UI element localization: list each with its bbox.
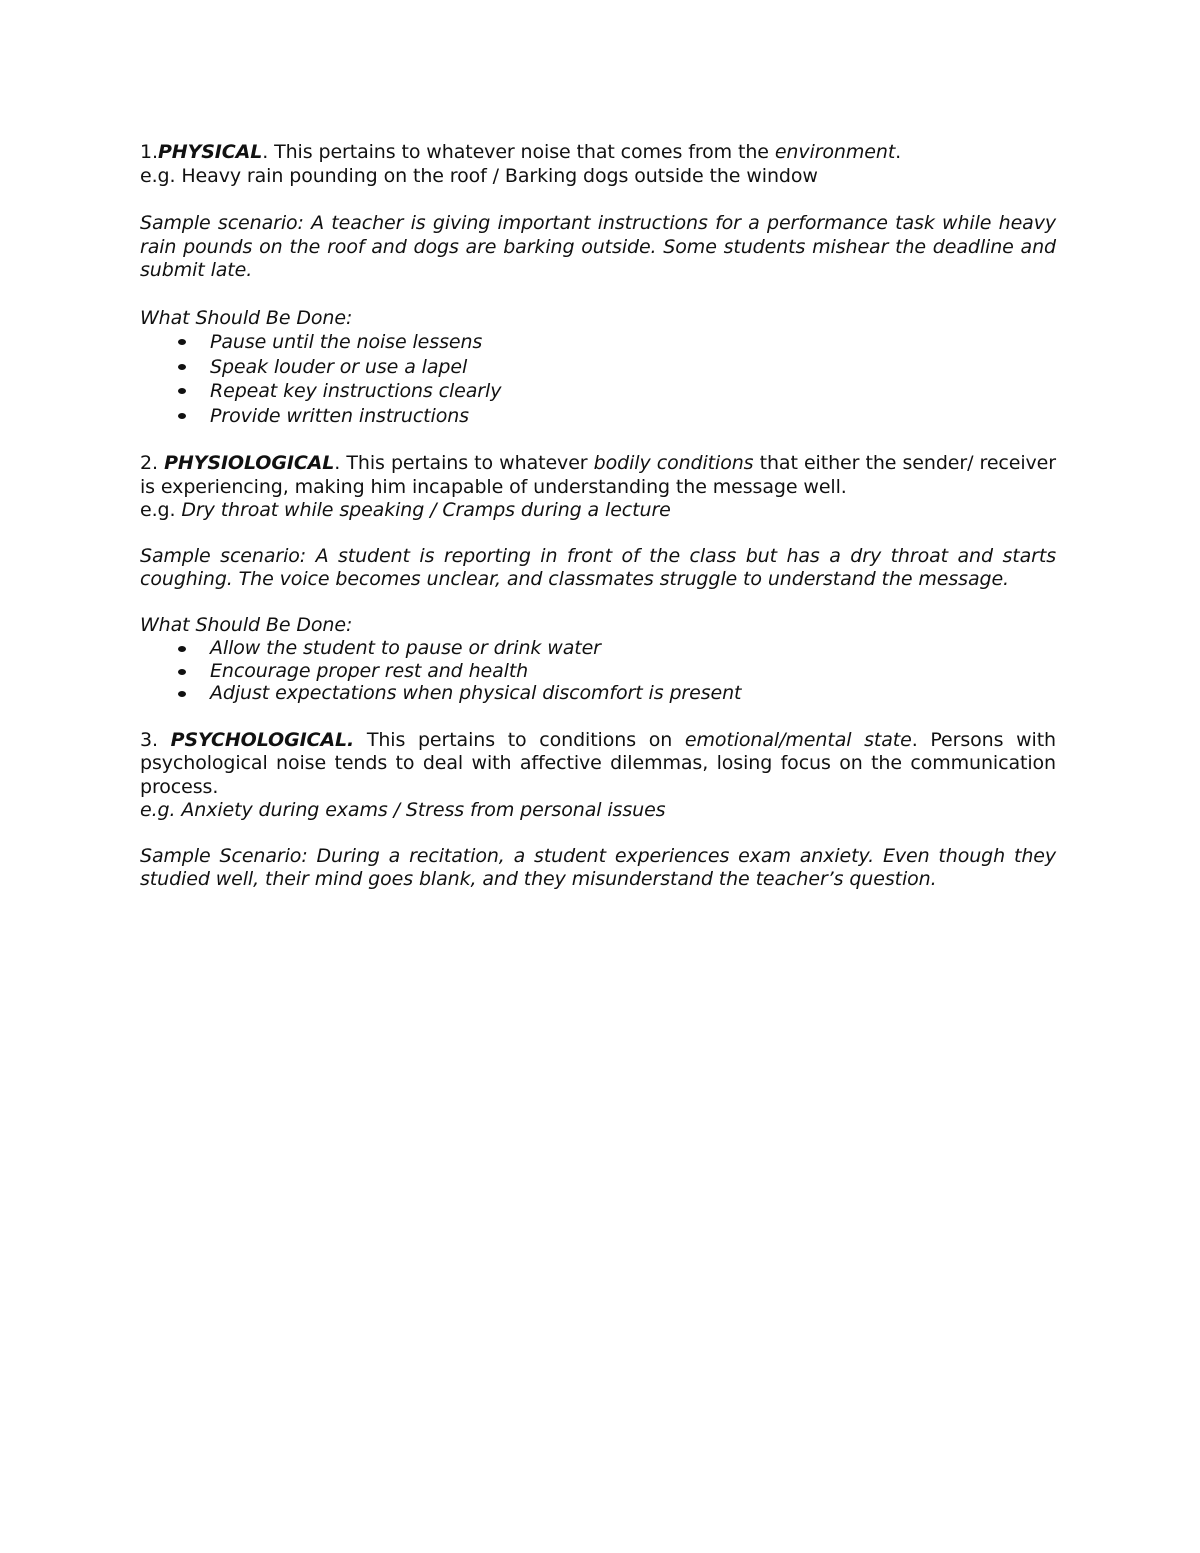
list-item: Adjust expectations when physical discomfort is present xyxy=(210,682,1056,705)
physical-done-label: What Should Be Done: xyxy=(140,306,353,329)
section-description-end: . Persons with psychological noise tends to deal with affective dilemmas, losing focus on the communication process. xyxy=(140,728,1057,798)
example-text: Dry throat while speaking / Cramps during a lecture xyxy=(181,499,671,521)
list-item: Provide written instructions xyxy=(210,404,1056,429)
section-description: . This pertains to whatever noise that comes from the xyxy=(262,141,775,163)
section-number: 1. xyxy=(140,141,158,163)
psychological-scenario: Sample Scenario: During a recitation, a student experiences exam anxiety. Even though they studied well, their mind goes blank, and they misunderstand the teacher’s question. xyxy=(140,844,1056,890)
physical-scenario: Sample scenario: A teacher is giving important instructions for a performance task while heavy rain pounds on the roof and dogs are barking outside. Some students mishear the deadline and submit late. xyxy=(140,212,1056,281)
section-title: PHYSICAL xyxy=(157,141,263,163)
psychological-example: e.g. Anxiety during exams / Stress from personal issues xyxy=(140,799,666,821)
emphasis-term: bodily conditions xyxy=(593,452,754,474)
section-number: 2. xyxy=(140,452,165,474)
psychological-heading xyxy=(140,729,1056,800)
physiological-done-label: What Should Be Done: xyxy=(140,613,353,636)
section-number: 3. xyxy=(140,728,171,751)
example-prefix: e.g. xyxy=(140,499,182,521)
list-item: Repeat key instructions clearly xyxy=(210,379,1056,404)
emphasis-term: environment xyxy=(774,141,896,163)
physiological-scenario: Sample scenario: A student is reporting in front of the class but has a dry throat and starts coughing. The voice becomes unclear, and classmates struggle to understand the message. xyxy=(140,544,1056,590)
physical-action-list xyxy=(140,330,1056,428)
physiological-heading xyxy=(140,452,1056,499)
section-title: PSYCHOLOGICAL. xyxy=(170,728,355,751)
list-item: Pause until the noise lessens xyxy=(210,330,1056,355)
list-item: Allow the student to pause or drink water xyxy=(210,637,1056,660)
physiological-example xyxy=(140,499,1056,523)
section-description-end: that either the sender/ receiver is experiencing, making him incapable of understanding the message well. xyxy=(140,452,1056,498)
list-item: Speak louder or use a lapel xyxy=(210,355,1056,380)
section-description: This pertains to conditions on xyxy=(354,728,685,751)
physical-heading xyxy=(140,141,1056,165)
document-page xyxy=(140,141,1056,892)
section-description-end: . xyxy=(895,141,902,163)
list-item: Encourage proper rest and health xyxy=(210,660,1056,683)
section-title: PHYSIOLOGICAL xyxy=(164,452,335,474)
physical-example: e.g. Heavy rain pounding on the roof / Barking dogs outside the window xyxy=(140,164,818,187)
emphasis-term: emotional/mental state xyxy=(684,728,912,751)
section-description: . This pertains to whatever xyxy=(334,452,594,474)
physiological-action-list xyxy=(140,637,1056,705)
